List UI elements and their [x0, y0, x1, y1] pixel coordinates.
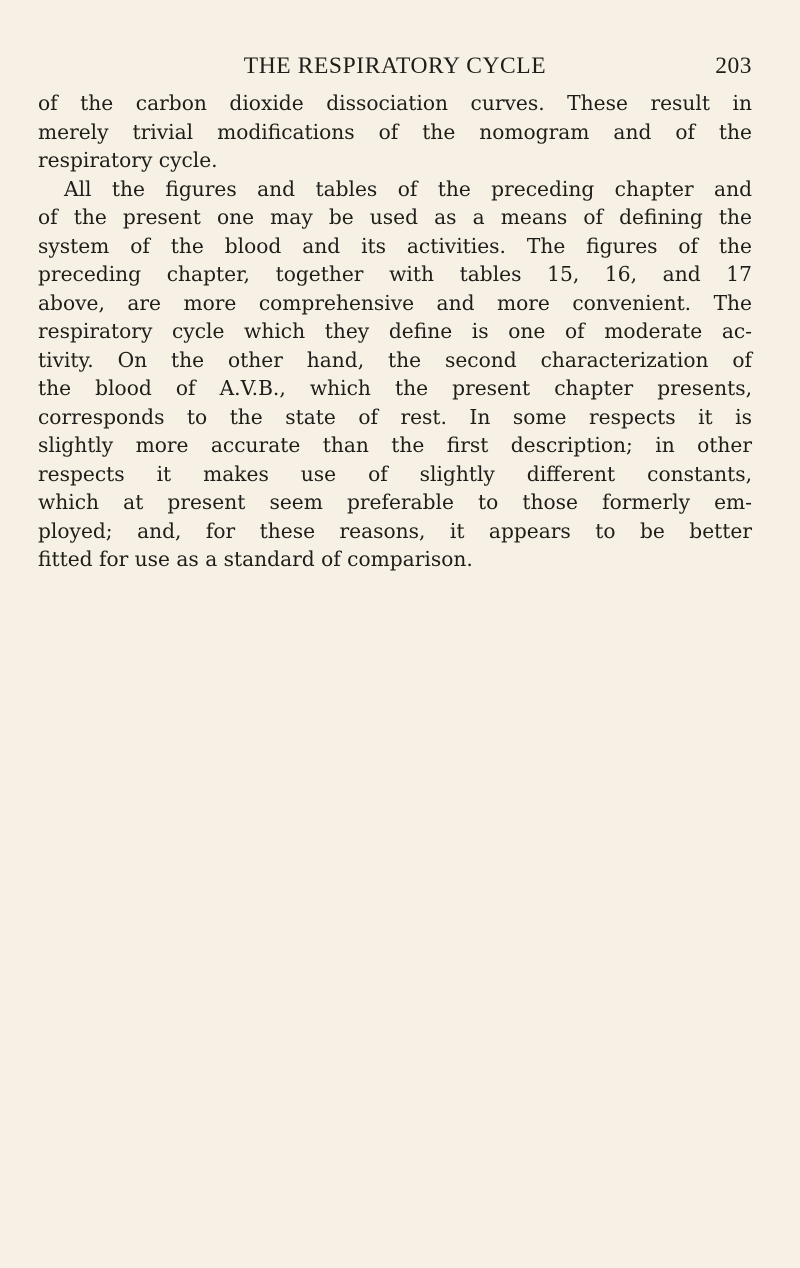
body-text [38, 89, 752, 574]
chapter-title: THE RESPIRATORY CYCLE [243, 53, 547, 79]
text-line: All the figures and tables of the preceding chapter and [64, 176, 752, 201]
text-line: preceding chapter, together with tables 15, 16, and 17 [38, 262, 752, 286]
text-line: slightly more accurate than the first description; in other [38, 433, 752, 457]
text-line: tivity. On the other hand, the second characterization of [38, 347, 752, 372]
running-head [38, 51, 752, 81]
page-number: 203 [715, 53, 752, 79]
text-line: respiratory cycle which they define is one of moderate ac- [38, 319, 752, 343]
text-line: corresponds to the state of rest. In some respects it is [38, 404, 752, 429]
text-line: ployed; and, for these reasons, it appears to be better [38, 518, 752, 543]
text-line: system of the blood and its activities. The figures of the [38, 233, 752, 258]
text-line: fitted for use as a standard of comparison. [38, 547, 473, 571]
text-line: of the present one may be used as a means of defining the [38, 205, 752, 229]
text-line: merely trivial modifications of the nomogram and of the [38, 119, 752, 144]
text-line: respects it makes use of slightly different constants, [38, 461, 752, 486]
text-line: of the carbon dioxide dissociation curves. These result in [38, 91, 752, 115]
text-line: respiratory cycle. [38, 148, 218, 172]
text-line: the blood of A.V.B., which the present chapter presents, [38, 376, 752, 400]
text-line: which at present seem preferable to those formerly em- [38, 490, 752, 514]
text-line: above, are more comprehensive and more convenient. The [38, 290, 752, 315]
